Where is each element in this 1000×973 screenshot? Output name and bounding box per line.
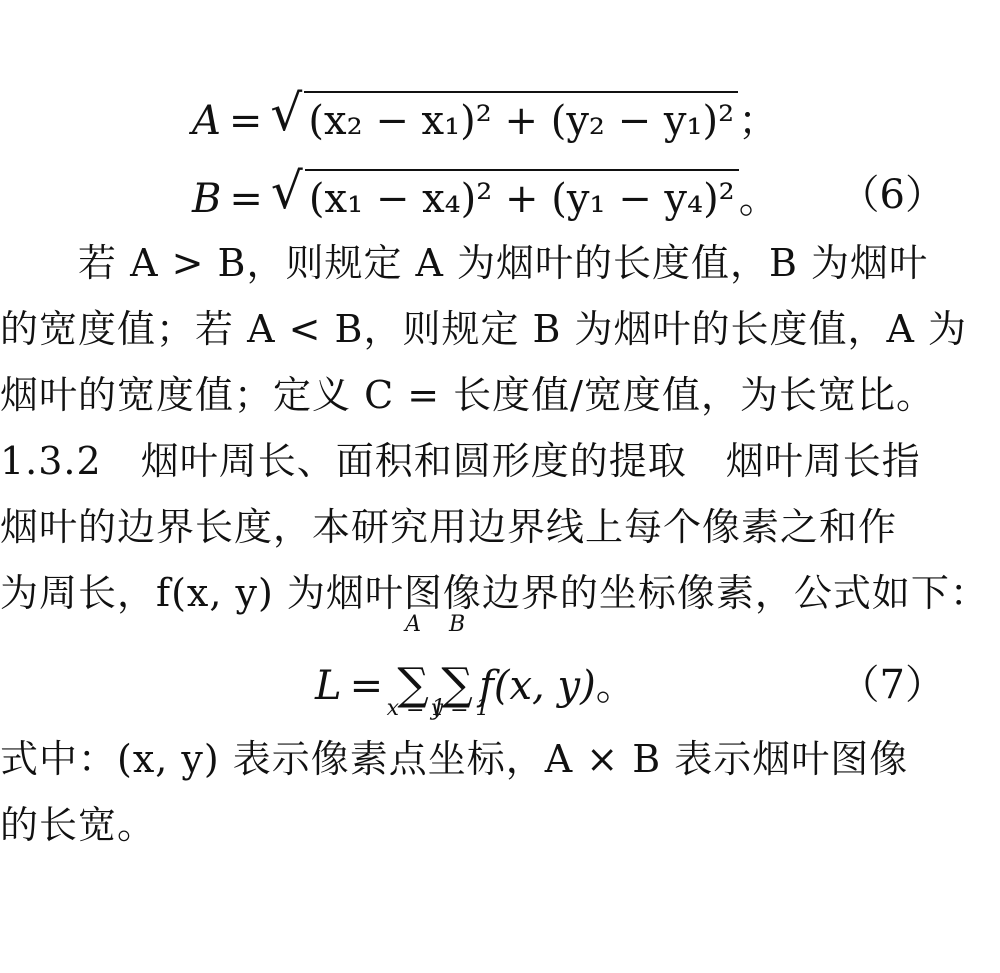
equation-7-number: （7） (839, 662, 945, 708)
paragraph-3-line-1: 式中：(x, y) 表示像素点坐标，A × B 表示烟叶图像 (0, 737, 909, 781)
paragraph-1-line-2: 的宽度值；若 A < B，则规定 B 为烟叶的长度值，A 为 (0, 307, 968, 351)
paragraph-2-line-3: 为周长，f(x, y) 为烟叶图像边界的坐标像素，公式如下： (0, 571, 989, 615)
equation-l-end: 。 (595, 663, 636, 709)
sum-y-lower: y = 1 (430, 696, 490, 721)
sum-symbol-y: ∑ B y = 1 (435, 650, 479, 720)
equation-b-lhs: B (192, 176, 222, 222)
equation-a: A = √ (x₂ − x₁)² + (y₂ − y₁)² ； (192, 82, 778, 152)
equation-a-rhs: (x₂ − x₁)² + (y₂ − y₁)² (304, 91, 738, 149)
sum-x-upper: A (405, 612, 422, 637)
paragraph-1-line-1: 若 A > B，则规定 A 为烟叶的长度值，B 为烟叶 (78, 241, 929, 285)
equation-a-end: ； (738, 98, 779, 144)
equation-l-term: f(x, y) (479, 663, 596, 709)
paragraph-1-line-3: 烟叶的宽度值；定义 C = 长度值/宽度值，为长宽比。 (0, 373, 935, 417)
section-heading-line: 1.3.2 烟叶周长、面积和圆形度的提取 烟叶周长指 (0, 439, 921, 483)
equation-b-end: 。 (738, 176, 779, 222)
paragraph-3-line-2: 的长宽。 (0, 803, 157, 847)
equation-6-number: （6） (839, 172, 945, 218)
equation-b: B = √ (x₁ − x₄)² + (y₁ − y₄)² 。 (192, 160, 779, 230)
equation-a-lhs: A (192, 98, 221, 144)
sqrt-a: √ (x₂ − x₁)² + (y₂ − y₁)² (270, 82, 738, 156)
sum-x-lower: x = 1 (386, 696, 446, 721)
equation-l-lhs: L (315, 663, 342, 709)
sum-symbol-x: ∑ A x = 1 (391, 650, 435, 720)
sum-y-upper: B (448, 612, 466, 637)
equation-b-rhs: (x₁ − x₄)² + (y₁ − y₄)² (305, 169, 739, 227)
sqrt-b: √ (x₁ − x₄)² + (y₁ − y₄)² (271, 160, 739, 234)
paragraph-2-line-2: 烟叶的边界长度，本研究用边界线上每个像素之和作 (0, 505, 898, 549)
equation-l: L = ∑ A x = 1 ∑ B y = 1 f(x, y)。 (315, 612, 636, 721)
